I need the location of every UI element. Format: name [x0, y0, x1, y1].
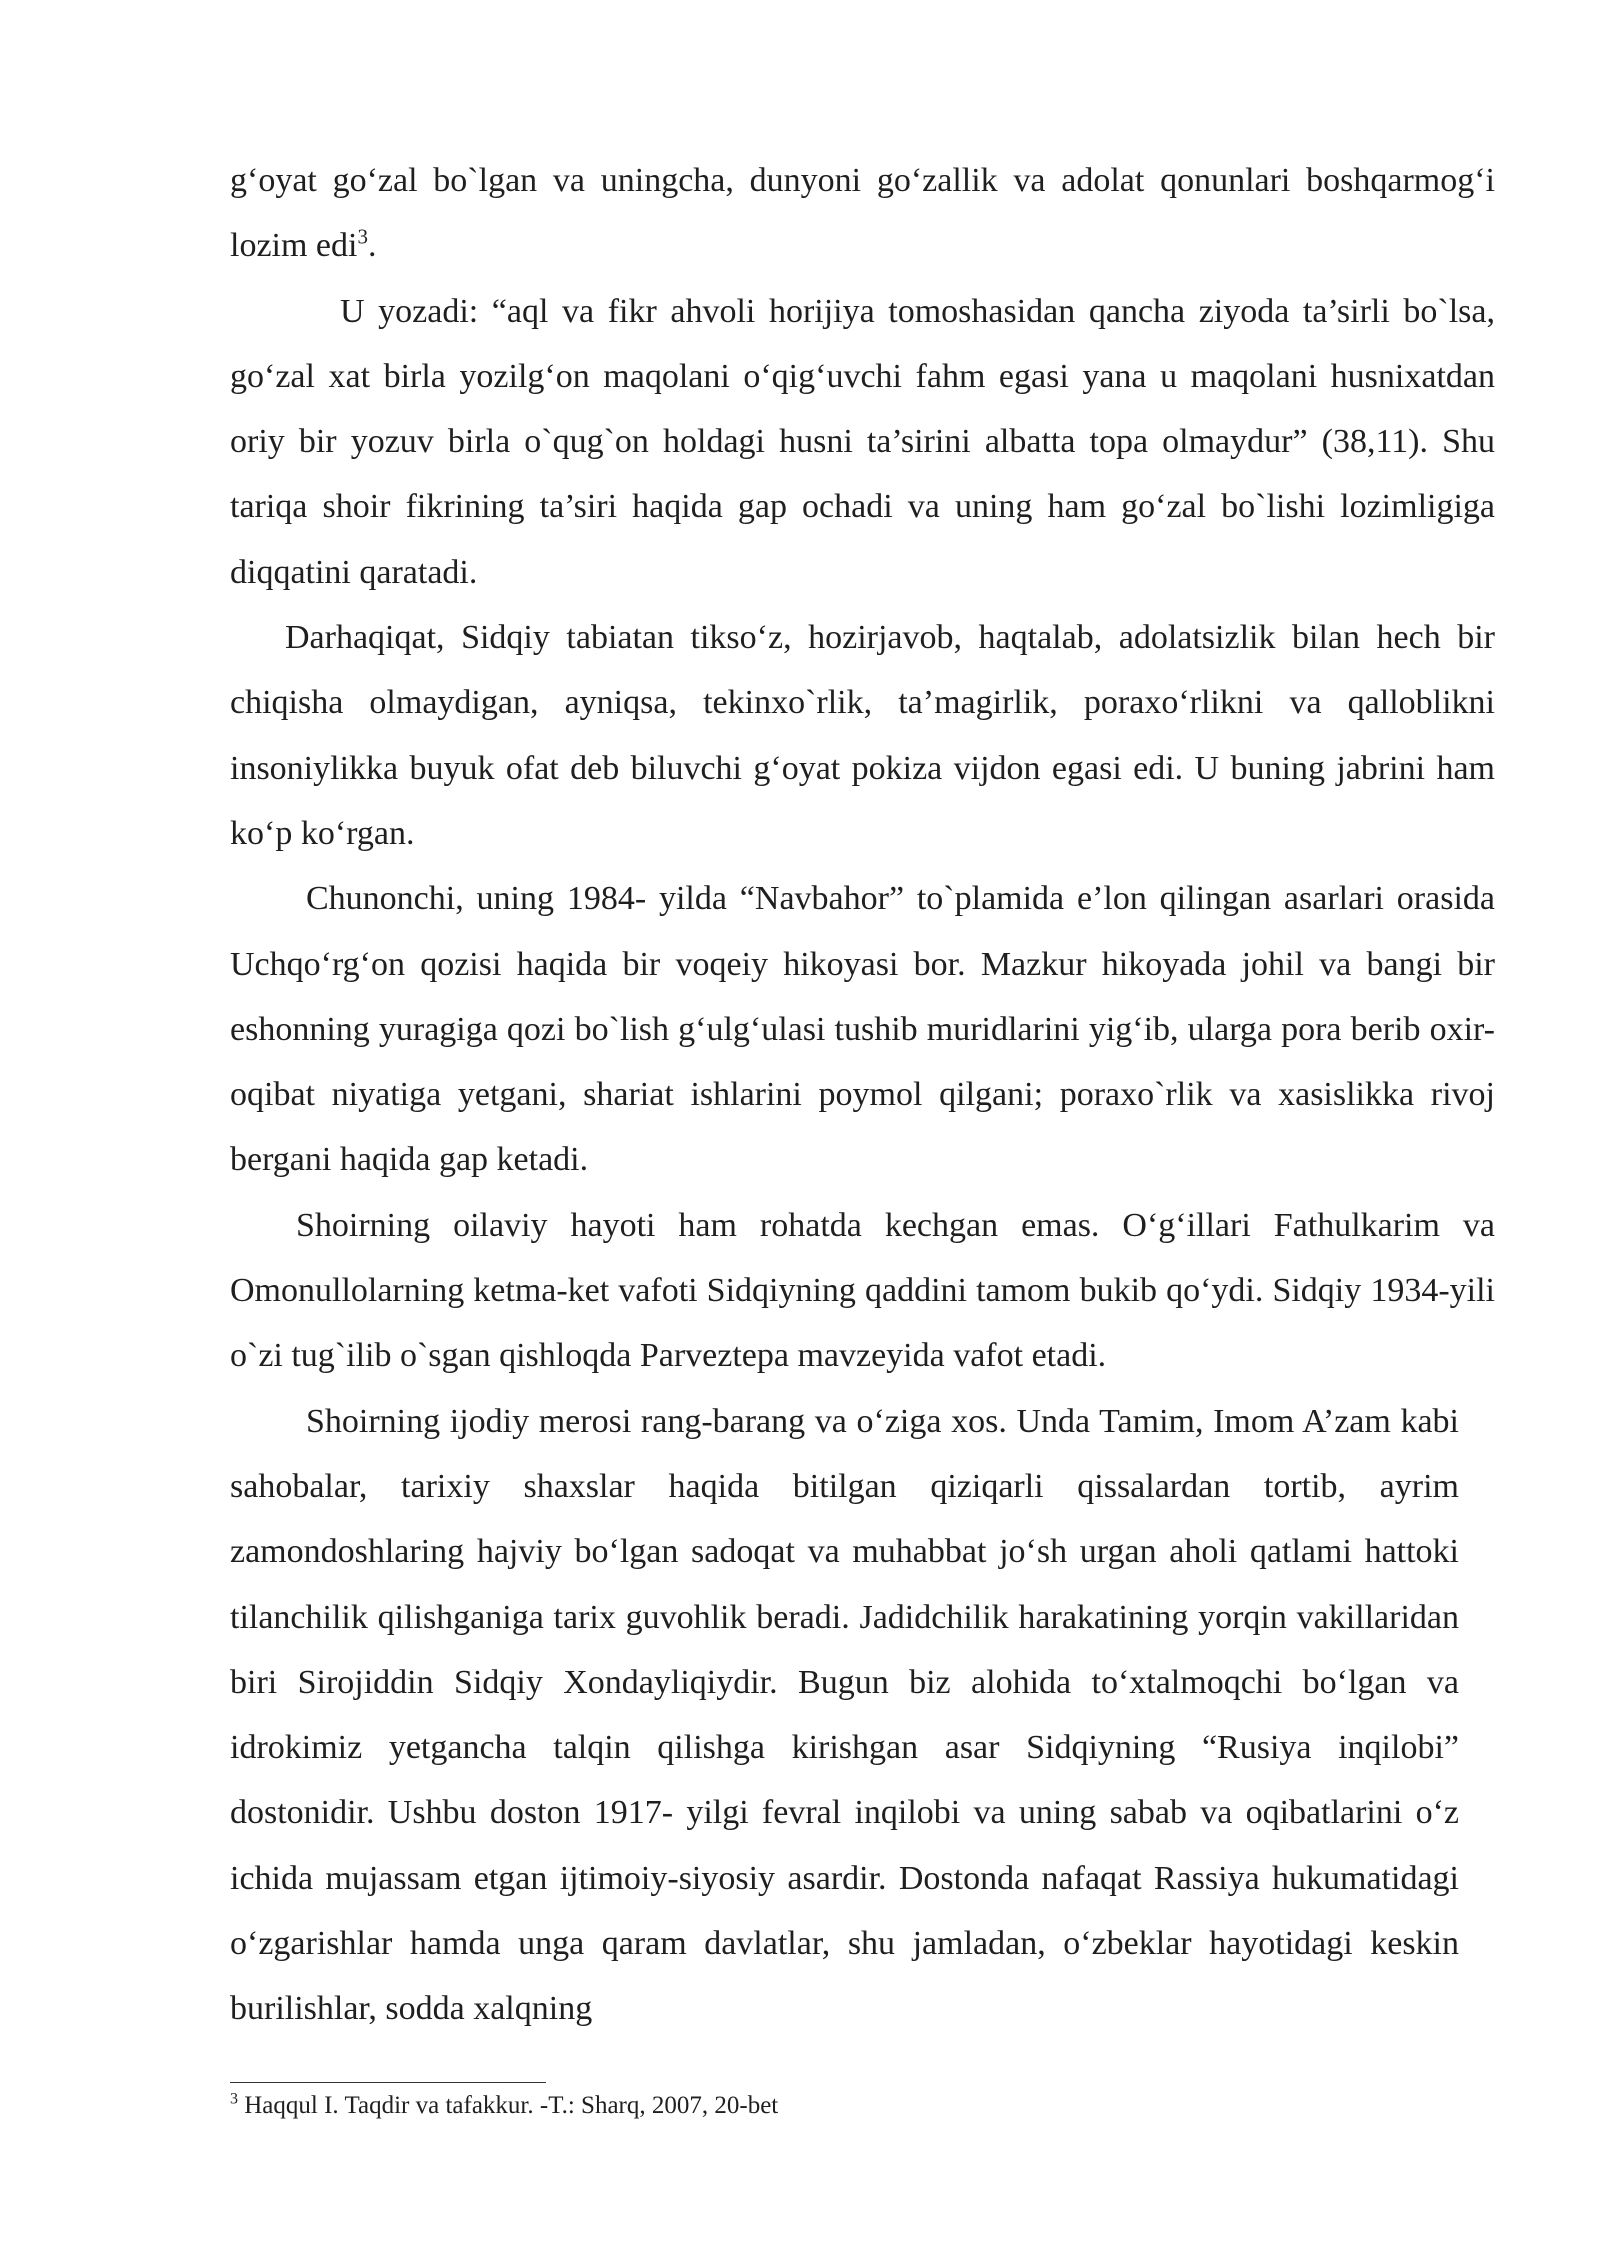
paragraph: [230, 605, 1495, 866]
paragraph-text: Shoirning ijodiy merosi rang-barang va o‘ziga xos. Unda Tamim, Imom A’zam kabi sahobalar, tarixiy shaxslar haqida bitilgan qiziqarli qissalardan tortib, ayrim zamondoshlaring hajviy bo‘lgan sadoqat va muhabbat jo‘sh urgan aholi qatlami hattoki tilanchilik qilishganiga tarix guvohlik beradi. Jadidchilik harakatining yorqin vakillaridan biri Sirojiddin Sidqiy Xondayliqiydir. Bugun biz alohida to‘xtalmoqchi bo‘lgan va idrokimiz yetgancha talqin qilishga kirishgan asar Sidqiyning “Rusiya inqilobi” dostonidir. Ushbu doston 1917- yilgi fevral inqilobi va uning sabab va oqibatlarini o‘z ichida mujassam etgan ijtimoiy-siyosiy asardir. Dostonda nafaqat Rassiya hukumatidagi o‘zgarishlar hamda unga qaram davlatlar, shu jamladan, o‘zbeklar hayotidagi keskin burilishlar, sodda xalqning: [230, 1402, 1459, 2028]
paragraph: [230, 1389, 1459, 2042]
paragraph-tail: .: [367, 227, 377, 265]
paragraph-text: Chunonchi, uning 1984- yilda “Navbahor” to`plamida e’lon qilingan asarlari orasida Uchqo‘rg‘on qozisi haqida bir voqeiy hikoyasi bor. Mazkur hikoyada johil va bangi bir eshonning yuragiga qozi bo`lish g‘ulg‘ulasi tushib muridlarini yig‘ib, ularga pora berib oxir-oqibat niyatiga yetgani, shariat ishlarini poymol qilgani; poraxo`rlik va xasislikka rivoj bergani haqida gap ketadi.: [230, 880, 1495, 1179]
paragraph-text: U yozadi: “aql va fikr ahvoli horijiya tomoshasidan qancha ziyoda ta’sirli bo`lsa, go‘zal xat birla yozilg‘on maqolani o‘qig‘uvchi fahm egasi yana u maqolani husnixatdan oriy bir yozuv birla o`qug`on holdagi husni ta’sirini albatta topa olmaydur” (38,11). Shu tariqa shoir fikrining ta’siri haqida gap ochadi va uning ham go‘zal bo`lishi lozimligiga diqqatini qaratadi.: [230, 292, 1495, 591]
footnote-mark: 3: [230, 2090, 238, 2108]
footnote: [230, 2088, 1495, 2124]
paragraph: [230, 1193, 1495, 1389]
paragraph-text: Darhaqiqat, Sidqiy tabiatan tikso‘z, hozirjavob, haqtalab, adolatsizlik bilan hech bir chiqisha olmaydigan, ayniqsa, tekinxo`rlik, ta’magirlik, poraxo‘rlikni va qalloblikni insoniylikka buyuk ofat deb biluvchi g‘oyat pokiza vijdon egasi edi. U buning jabrini ham ko‘p ko‘rgan.: [230, 619, 1495, 852]
paragraph-text: Shoirning oilaviy hayoti ham rohatda kechgan emas. O‘g‘illari Fathulkarim va Omonullolarning ketma-ket vafoti Sidqiyning qaddini tamom bukib qo‘ydi. Sidqiy 1934-yili o`zi tug`ilib o`sgan qishloqda Parveztepa mavzeyida vafot etadi.: [230, 1206, 1495, 1375]
body-text: [230, 148, 1495, 2042]
footnote-text: Haqqul I. Taqdir va tafakkur. -T.: Sharq, 2007, 20-bet: [244, 2092, 779, 2119]
paragraph: [230, 148, 1495, 279]
footnote-separator: [230, 2082, 546, 2083]
paragraph-text: g‘oyat go‘zal bo`lgan va uningcha, dunyoni go‘zallik va adolat qonunlari boshqarmog‘i lozim edi: [230, 162, 1495, 265]
paragraph: [230, 866, 1495, 1192]
footnote-reference[interactable]: 3: [357, 224, 368, 249]
paragraph: [230, 279, 1495, 605]
